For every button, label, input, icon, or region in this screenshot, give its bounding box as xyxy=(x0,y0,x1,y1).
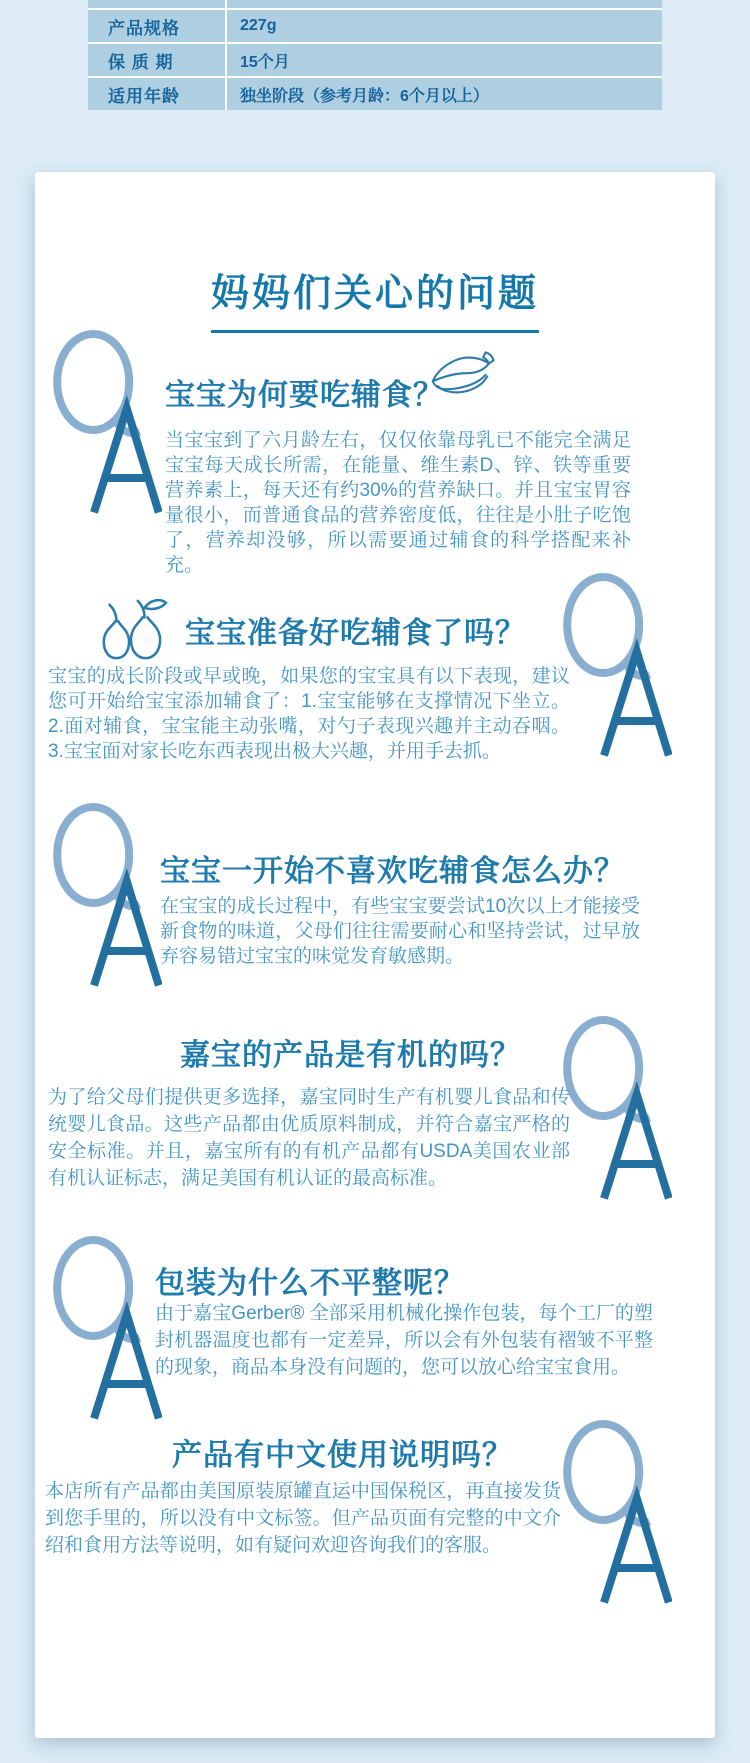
table-row-partial xyxy=(88,0,662,8)
qa-monogram xyxy=(560,1412,672,1612)
spec-value: 227g xyxy=(240,17,277,34)
answer-text: 当宝宝到了六月龄左右，仅仅依靠母乳已不能完全满足宝宝每天成长所需，在能量、维生素D、锌、铁等重要营养素上，每天还有约30%的营养缺口。并且宝宝胃容量很小，而普通食品的营养密度低，往往是小肚子吃饱了，营养却没够，所以需要通过辅食的科学搭配来补充。 xyxy=(165,430,631,576)
question-title: 宝宝准备好吃辅食了吗？ xyxy=(185,617,526,650)
answer-text: 为了给父母们提供更多选择，嘉宝同时生产有机婴儿食品和传统婴儿食品。这些产品都由优质原料制成，并符合嘉宝严格的安全标准。并且，嘉宝所有的有机产品都有USDA美国农业部有机认证标志，满足美国有机认证的最高标准。 xyxy=(48,1087,570,1189)
answer-text: 在宝宝的成长过程中，有些宝宝要尝试10次以上才能接受新食物的味道，父母们往往需要耐心和坚持尝试，过早放弃容易错过宝宝的味觉发育敏感期。 xyxy=(160,896,640,967)
pears-icon xyxy=(92,596,168,664)
spec-label: 产品规格 xyxy=(88,10,227,42)
question-title: 产品有中文使用说明吗？ xyxy=(172,1439,513,1472)
spec-label: 保 质 期 xyxy=(88,44,227,76)
answer-text: 本店所有产品都由美国原装原罐直运中国保税区，再直接发货到您手里的，所以没有中文标签。但产品页面有完整的中文介绍和食用方法等说明，如有疑问欢迎咨询我们的客服。 xyxy=(45,1481,561,1556)
question-title: 嘉宝的产品是有机的吗？ xyxy=(180,1039,521,1072)
qa-monogram xyxy=(50,1228,162,1428)
table-row xyxy=(88,42,662,76)
table-row xyxy=(88,8,662,42)
qa-monogram xyxy=(50,795,162,995)
answer-text: 由于嘉宝Gerber® 全部采用机械化操作包装，每个工厂的塑封机器温度也都有一定差异，所以会有外包装有褶皱不平整的现象，商品本身没有问题的，您可以放心给宝宝食用。 xyxy=(155,1303,653,1378)
spec-value: 独坐阶段（参考月龄：6个月以上） xyxy=(240,87,489,105)
answer-text: 宝宝的成长阶段或早或晚，如果您的宝宝具有以下表现，建议您可开始给宝宝添加辅食了：1.宝宝能够在支撑情况下坐立。2.面对辅食，宝宝能主动张嘴，对勺子表现兴趣并主动吞咽。3.宝宝面对家长吃东西表现出极大兴趣，并用手去抓。 xyxy=(48,666,570,762)
spec-table xyxy=(88,0,662,110)
question-title: 宝宝一开始不喜欢吃辅食怎么办？ xyxy=(160,855,625,888)
spec-value xyxy=(227,0,662,8)
question-title: 宝宝为何要吃辅食？ xyxy=(165,379,444,412)
spec-value: 15个月 xyxy=(240,53,290,71)
page-title: 妈妈们关心的问题 xyxy=(0,262,750,333)
qa-monogram xyxy=(50,322,162,522)
table-row xyxy=(88,76,662,110)
spec-label xyxy=(88,0,227,8)
qa-monogram xyxy=(560,565,672,765)
spec-label: 适用年龄 xyxy=(88,78,227,110)
question-title: 包装为什么不平整呢？ xyxy=(155,1267,465,1300)
qa-monogram xyxy=(560,1008,672,1208)
